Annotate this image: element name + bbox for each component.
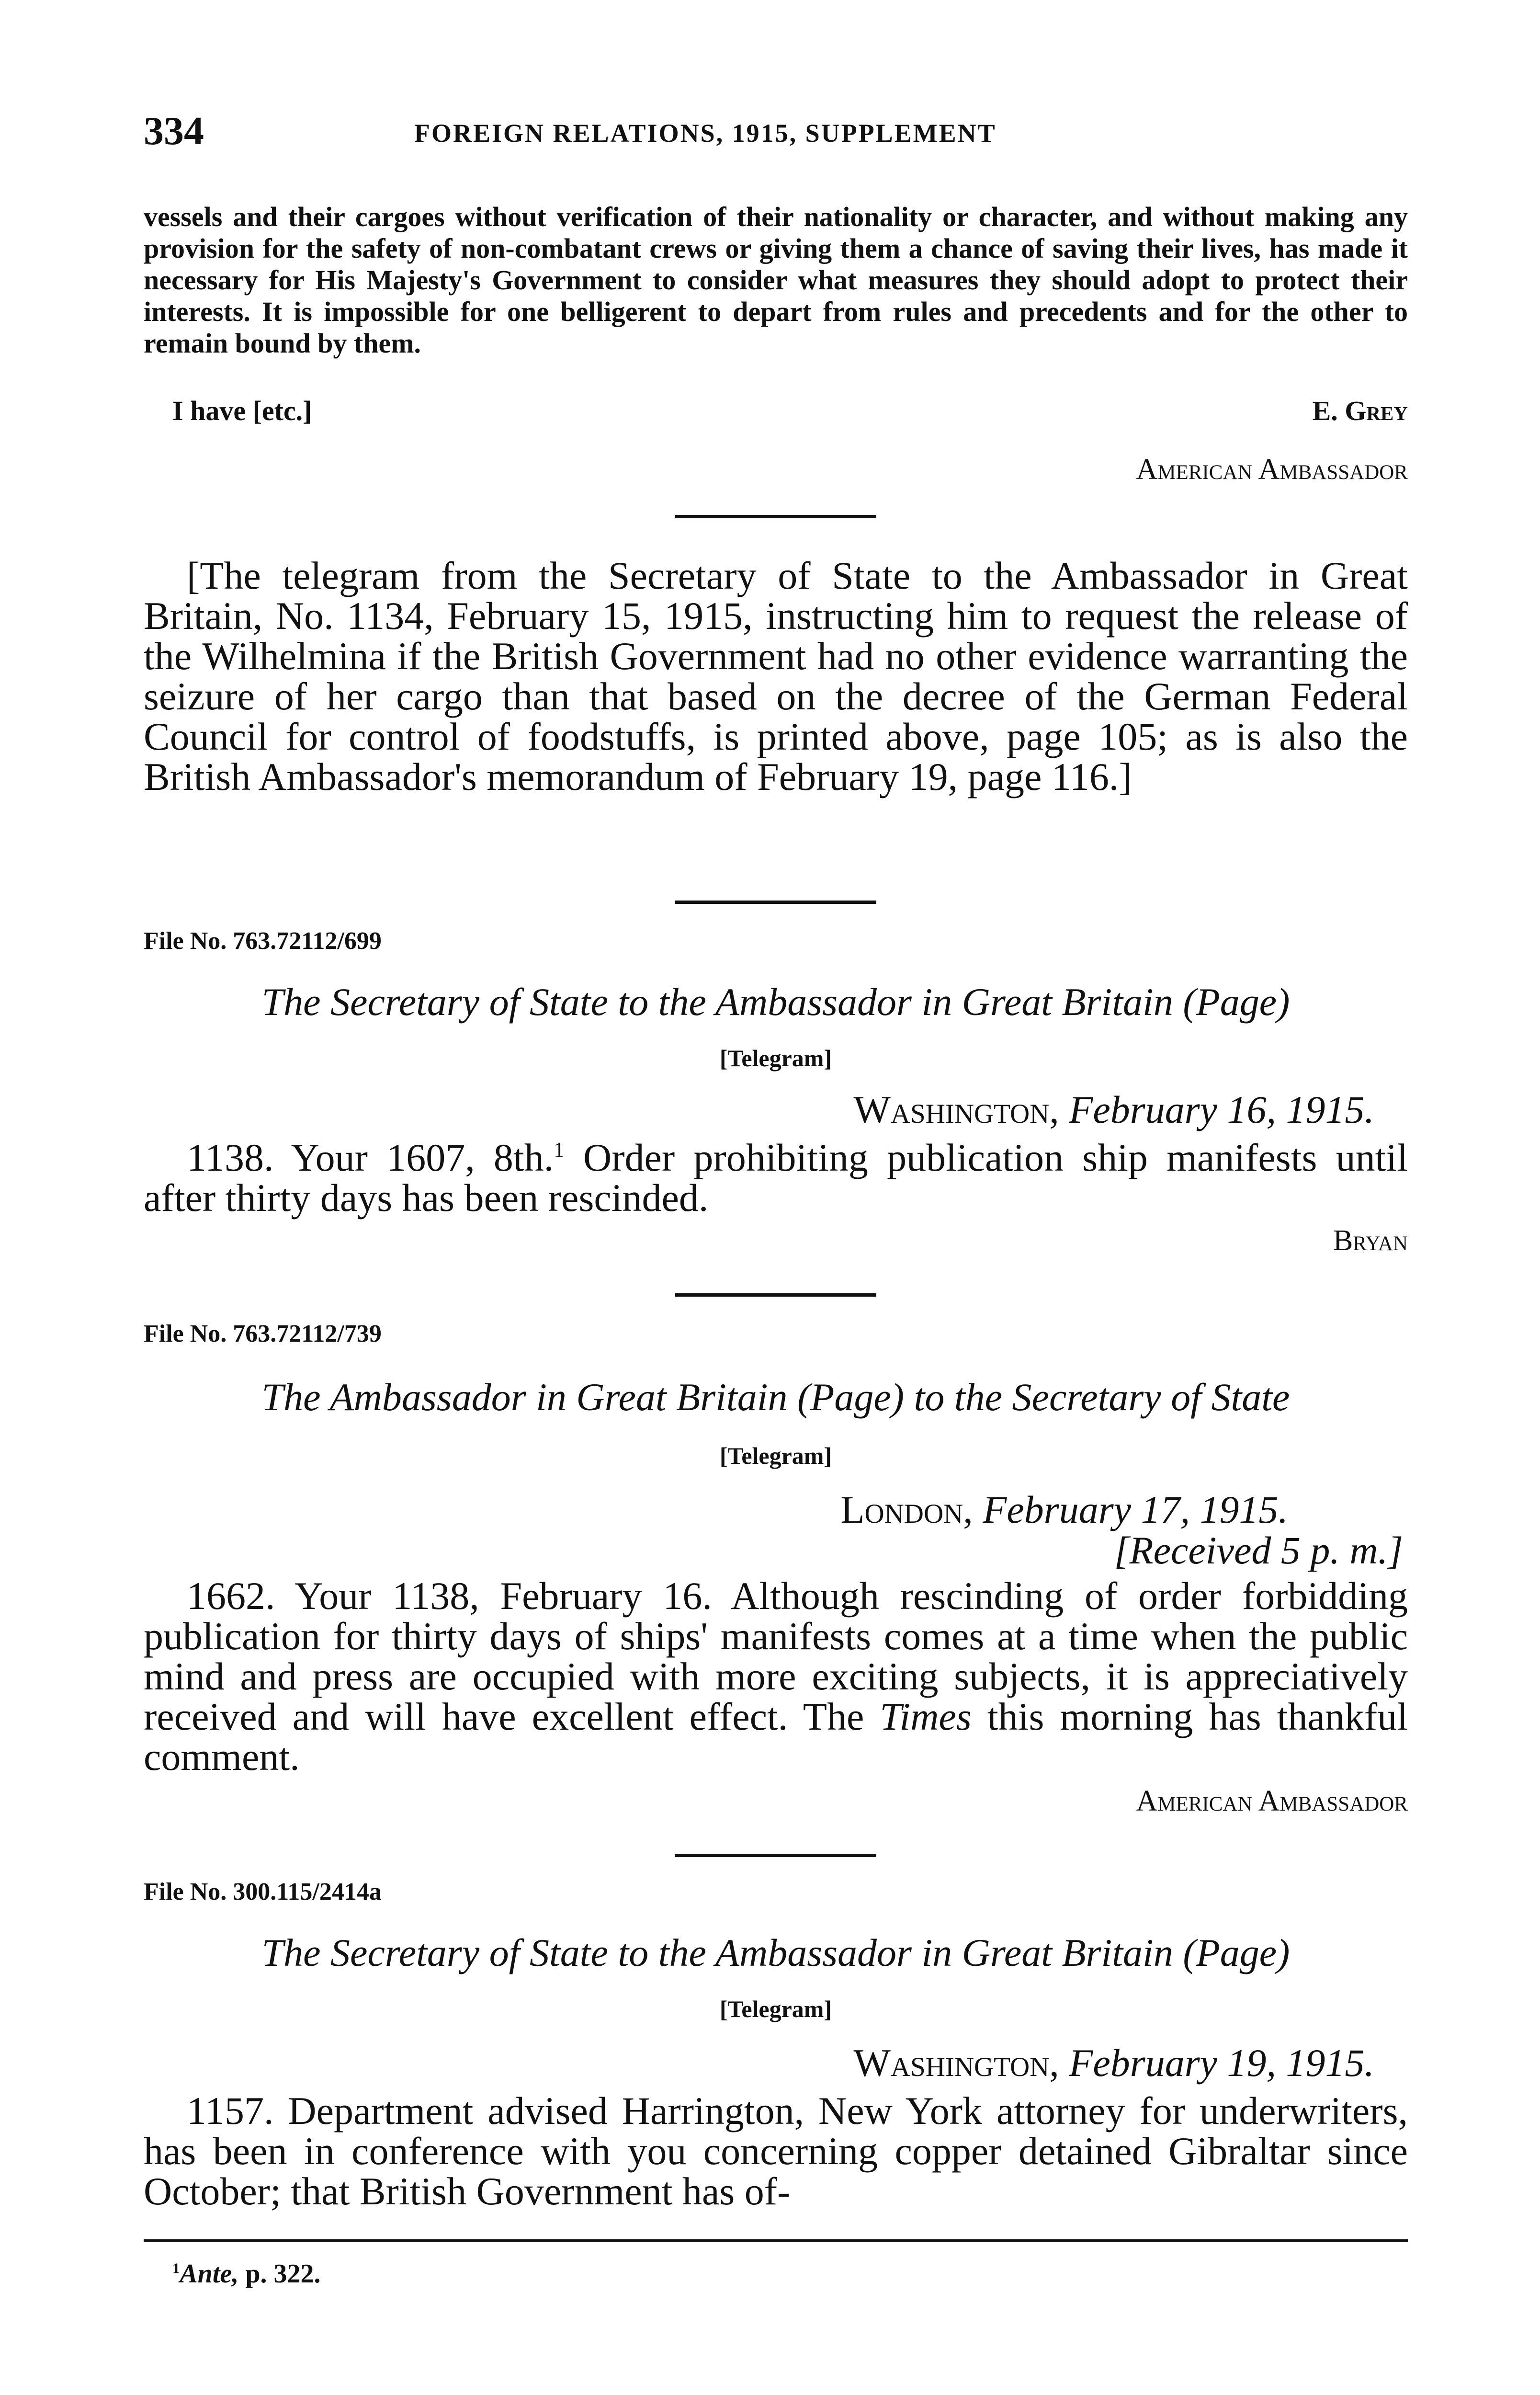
telegram-body: [144, 2091, 1408, 2212]
footnote-ante: Ante,: [180, 2259, 239, 2289]
addressee-line: American Ambassador: [1136, 453, 1408, 486]
signature-american-ambassador: American Ambassador: [1136, 1785, 1408, 1817]
section-divider: [675, 1854, 876, 1857]
dateline-date: February 17, 1915.: [983, 1488, 1288, 1531]
document-title: The Ambassador in Great Britain (Page) to the Secretary of State: [261, 1375, 1290, 1419]
section-divider: [675, 515, 876, 518]
continuation-paragraph: vessels and their cargoes without verification of their nationality or character, and without making any provision for the safety of non-combatant crews or giving them a chance of saving their lives, has made it necessary for His Majesty's Government to consider what measures they should adopt to protect their interests. It is impossible for one belligerent to depart from rules and precedents and for the other to remain bound by them.: [144, 201, 1408, 359]
telegram-text-a: Department advised Harrington, New York attorney for underwriters, has been in conference with you concerning copper detained Gibraltar since October; that British Government has of-: [144, 2089, 1408, 2213]
dateline-place: Washington,: [853, 1088, 1059, 1131]
footnote-marker: 1: [172, 2260, 180, 2277]
document-title: The Secretary of State to the Ambassador in Great Britain (Page): [261, 980, 1290, 1024]
footnote: [144, 2258, 1408, 2289]
telegram-text-b: this morning has thankful comment.: [144, 1695, 1408, 1779]
footnote-rule: [144, 2239, 1408, 2242]
telegram-label: [Telegram]: [719, 1996, 832, 2022]
telegram-text-a: Your 1607, 8th.: [291, 1136, 554, 1179]
dateline-place: Washington,: [853, 2041, 1059, 2085]
section-divider: [675, 901, 876, 904]
dateline: [144, 1090, 1408, 1130]
file-number: File No. 763.72112/739: [144, 1320, 382, 1347]
footnote-reference: 1: [554, 1138, 565, 1162]
dateline: [144, 1490, 1408, 1530]
document-title: The Secretary of State to the Ambassador in Great Britain (Page): [261, 1931, 1290, 1974]
telegram-body: [144, 1576, 1408, 1777]
received-note: [Received 5 p. m.]: [1114, 1528, 1403, 1572]
newspaper-name: Times: [880, 1695, 972, 1738]
editorial-note: [The telegram from the Secretary of State to the Ambassador in Great Britain, No. 1134, February 15, 1915, instructing him to request the release of the Wilhelmina if the British Government had no other evidence warranting the seizure of her cargo than that based on the decree of the German Federal Council for control of foodstuffs, is printed above, page 105; as is also the British Ambassador's memorandum of February 19, page 116.]: [144, 554, 1408, 798]
telegram-number: 1138.: [187, 1136, 274, 1179]
page-number: 334: [144, 109, 204, 153]
section-divider: [675, 1293, 876, 1297]
telegram-label: [Telegram]: [719, 1442, 832, 1469]
running-head: FOREIGN RELATIONS, 1915, SUPPLEMENT: [414, 119, 996, 148]
page-header: [144, 108, 1408, 160]
telegram-text-b: Order prohibiting publication ship manifests until after thirty days has been rescinded.: [144, 1136, 1408, 1220]
telegram-number: 1662.: [187, 1574, 275, 1618]
closing-line: I have [etc.]: [172, 395, 312, 426]
dateline-date: February 19, 1915.: [1069, 2041, 1374, 2085]
footnote-text: p. 322.: [238, 2259, 321, 2289]
telegram-number: 1157.: [187, 2089, 274, 2133]
dateline-date: February 16, 1915.: [1069, 1088, 1374, 1131]
dateline-place: London,: [840, 1488, 973, 1531]
telegram-label: [Telegram]: [719, 1045, 832, 1072]
signature-grey: E. Grey: [1312, 395, 1408, 426]
file-number: File No. 300.115/2414a: [144, 1878, 382, 1905]
signature-bryan: Bryan: [1333, 1224, 1408, 1257]
file-number: File No. 763.72112/699: [144, 927, 382, 955]
telegram-text-a: Your 1138, February 16. Although rescinding of order forbidding publication for thirty days of ships' manifests comes at a time when the public mind and press are occupied with more exciting subjects, it is appreciatively received and will have excellent effect. The: [144, 1574, 1408, 1738]
telegram-body: [144, 1138, 1408, 1218]
dateline: [144, 2043, 1408, 2083]
